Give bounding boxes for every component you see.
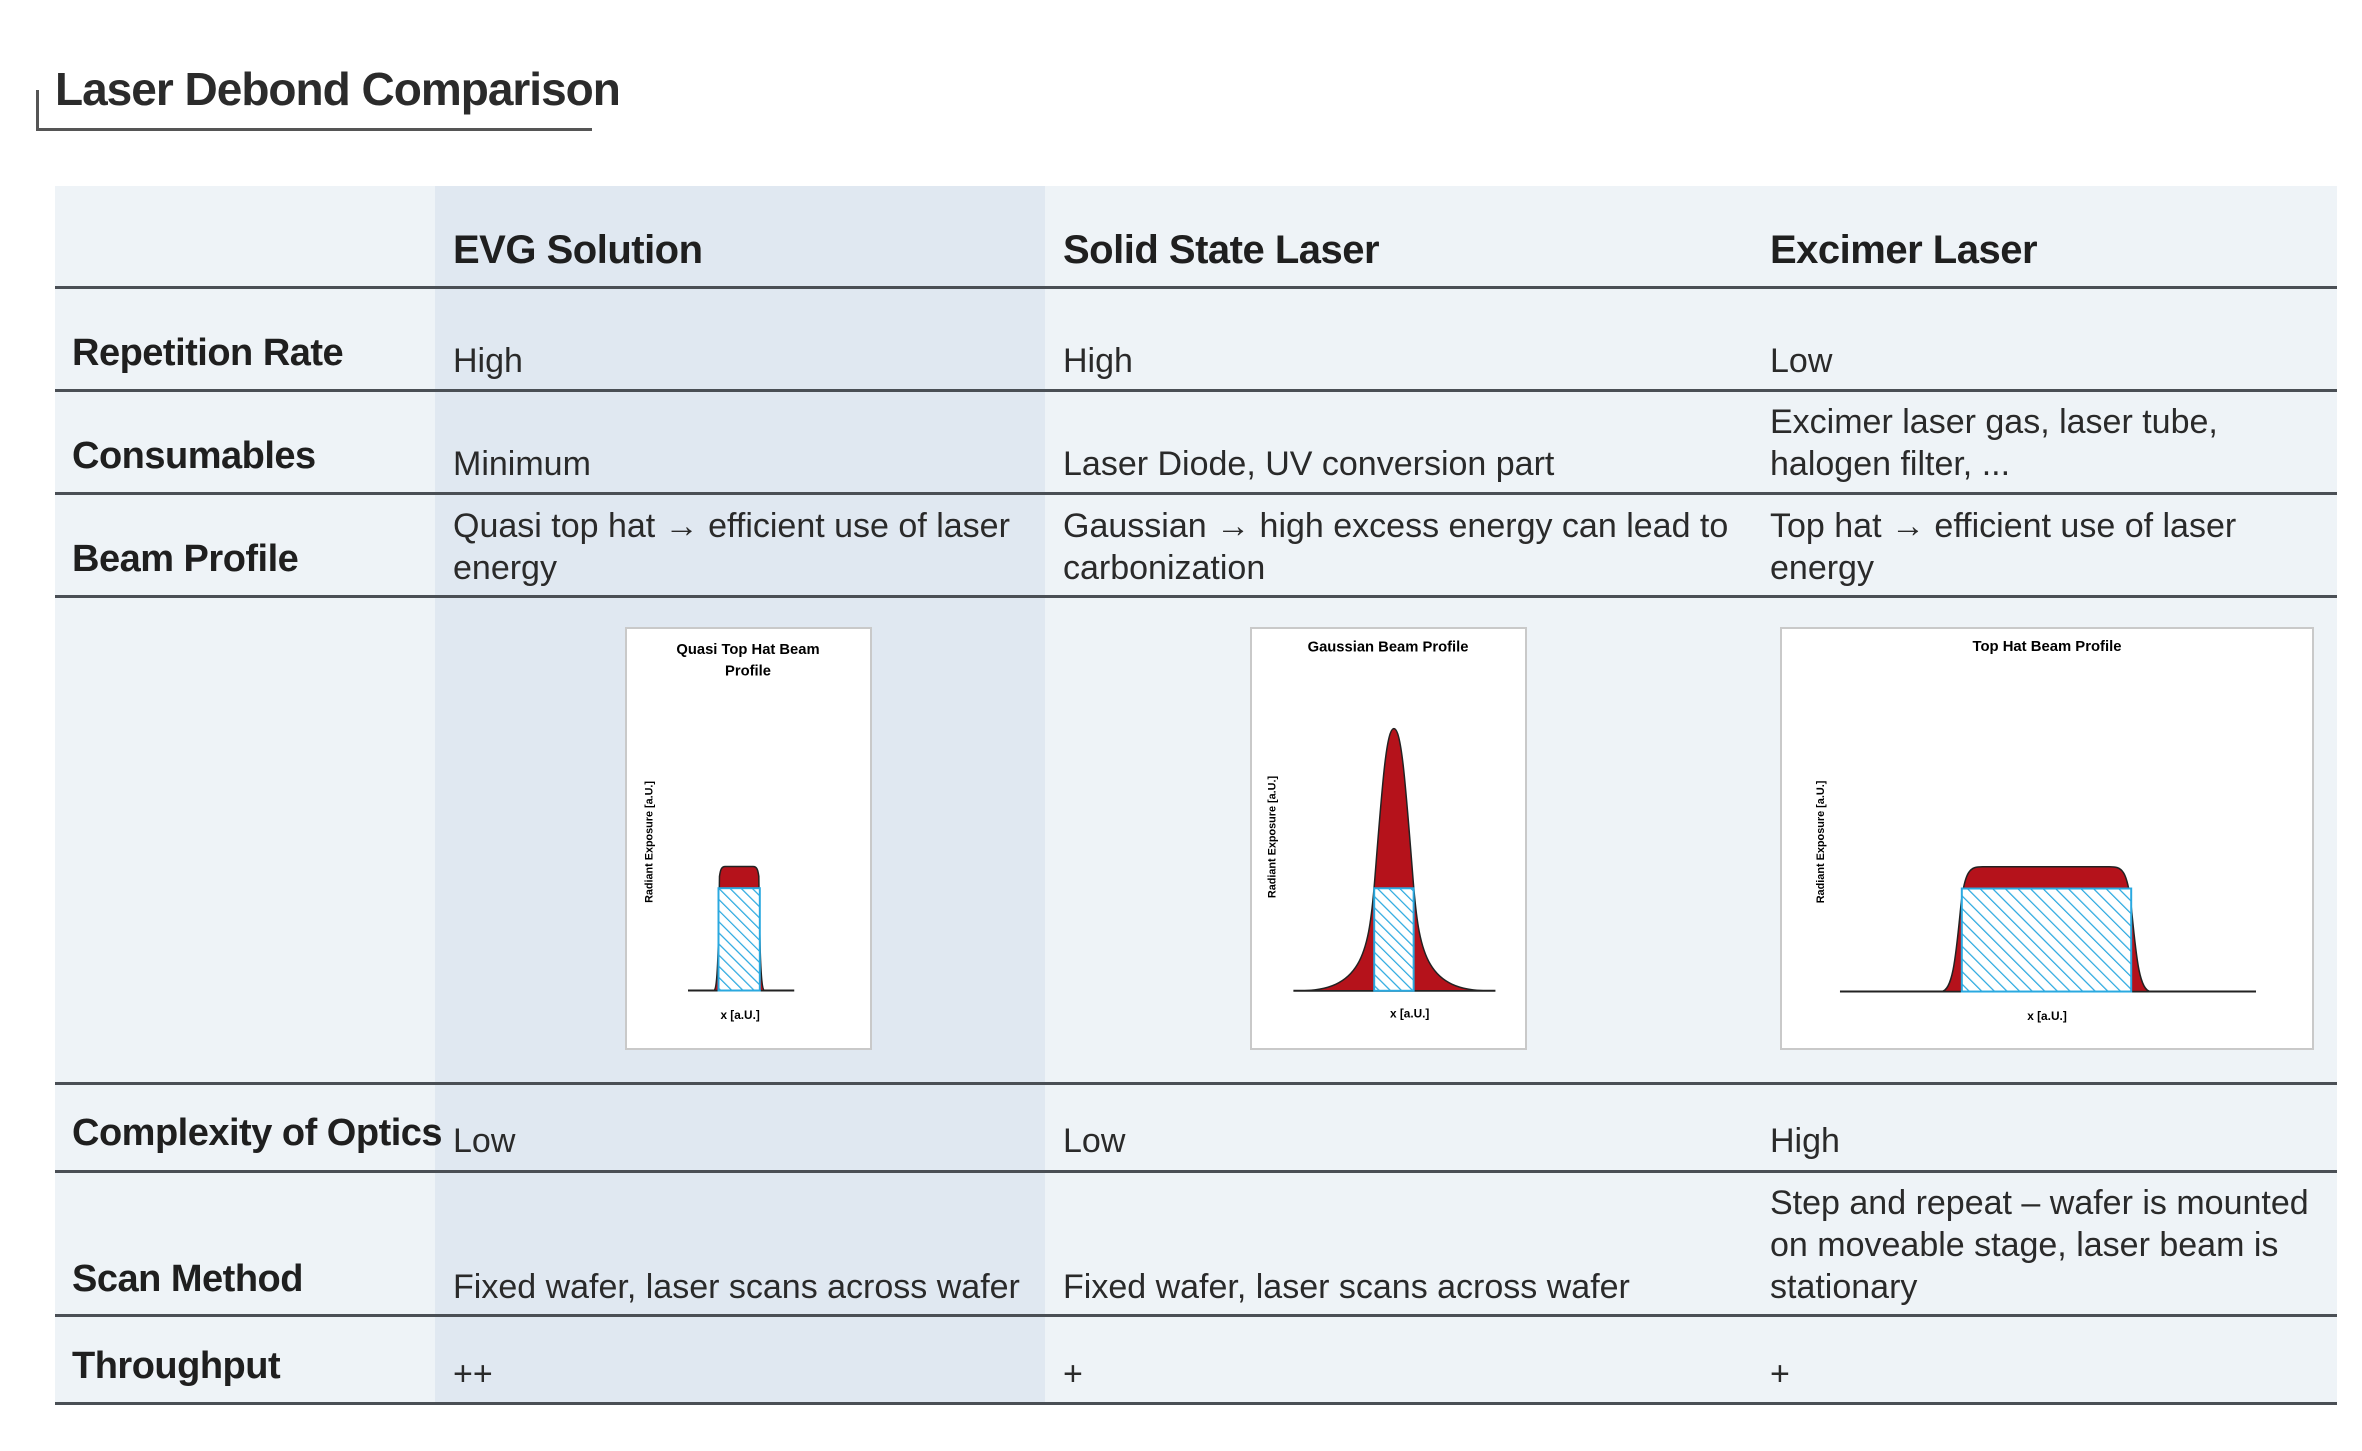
cell-throughput-evg: ++: [453, 1355, 493, 1393]
row-label-scan-method: Scan Method: [72, 1258, 303, 1300]
table-divider: [55, 492, 2337, 495]
table-divider: [55, 389, 2337, 392]
chart-ylabel: Radiant Exposure [a.U.]: [1815, 780, 1828, 904]
gaussian-chart: [1250, 627, 1527, 1050]
cell-throughput-solid: +: [1063, 1355, 1083, 1393]
cell-beam-solid: Gaussian → high excess energy can lead to carbonization: [1063, 507, 1729, 587]
chart-xlabel: x [a.U.]: [1389, 1006, 1430, 1021]
cell-repetition-evg: High: [453, 342, 523, 380]
chart-xlabel: x [a.U.]: [720, 1008, 760, 1023]
column-header-solid-state: Solid State Laser: [1063, 228, 1380, 272]
table-divider: [55, 1314, 2337, 1317]
table-divider: [55, 1402, 2337, 1405]
table-divider: [55, 595, 2337, 598]
top-hat-chart: [1780, 627, 2314, 1050]
chart-title: Top Hat Beam Profile: [1972, 638, 2122, 655]
title-underline: [36, 128, 592, 131]
row-label-complexity: Complexity of Optics: [72, 1112, 443, 1154]
cell-consumables-excimer: Excimer laser gas, laser tube, halogen filter, ...: [1770, 403, 2218, 483]
table-divider: [55, 1082, 2337, 1085]
chart-ylabel: Radiant Exposure [a.U.]: [1266, 775, 1279, 899]
cell-scan-excimer: Step and repeat – wafer is mounted on moveable stage, laser beam is stationary: [1770, 1184, 2309, 1306]
column-header-excimer: Excimer Laser: [1770, 228, 2038, 272]
chart-xlabel: x [a.U.]: [2027, 1009, 2067, 1024]
page-title: Laser Debond Comparison: [55, 63, 620, 115]
cell-complexity-evg: Low: [453, 1122, 516, 1160]
row-label-repetition-rate: Repetition Rate: [72, 332, 344, 374]
cell-consumables-evg: Minimum: [453, 445, 591, 483]
useful-energy-area: [1962, 889, 2131, 992]
chart-title: Quasi Top Hat Beam Profile: [676, 642, 820, 680]
cell-beam-evg: Quasi top hat → efficient use of laser energy: [453, 507, 1010, 587]
chart-title: Gaussian Beam Profile: [1307, 639, 1469, 656]
cell-repetition-solid: High: [1063, 342, 1133, 380]
row-label-throughput: Throughput: [72, 1345, 281, 1387]
cell-complexity-solid: Low: [1063, 1122, 1126, 1160]
cell-throughput-excimer: +: [1770, 1355, 1790, 1393]
cell-consumables-solid: Laser Diode, UV conversion part: [1063, 445, 1555, 483]
quasi-top-hat-chart: [625, 627, 872, 1050]
table-divider: [55, 286, 2337, 289]
column-header-evg: EVG Solution: [453, 228, 703, 272]
useful-energy-area: [1374, 888, 1413, 990]
table-divider: [55, 1170, 2337, 1173]
title-rule: [36, 90, 39, 130]
row-label-consumables: Consumables: [72, 435, 316, 477]
cell-beam-excimer: Top hat → efficient use of laser energy: [1770, 507, 2237, 587]
cell-scan-evg: Fixed wafer, laser scans across wafer: [453, 1268, 1020, 1306]
cell-repetition-excimer: Low: [1770, 342, 1833, 380]
cell-complexity-excimer: High: [1770, 1122, 1840, 1160]
cell-scan-solid: Fixed wafer, laser scans across wafer: [1063, 1268, 1630, 1306]
chart-ylabel: Radiant Exposure [a.U.]: [643, 780, 656, 903]
row-label-beam-profile: Beam Profile: [72, 538, 299, 580]
useful-energy-area: [718, 888, 759, 990]
